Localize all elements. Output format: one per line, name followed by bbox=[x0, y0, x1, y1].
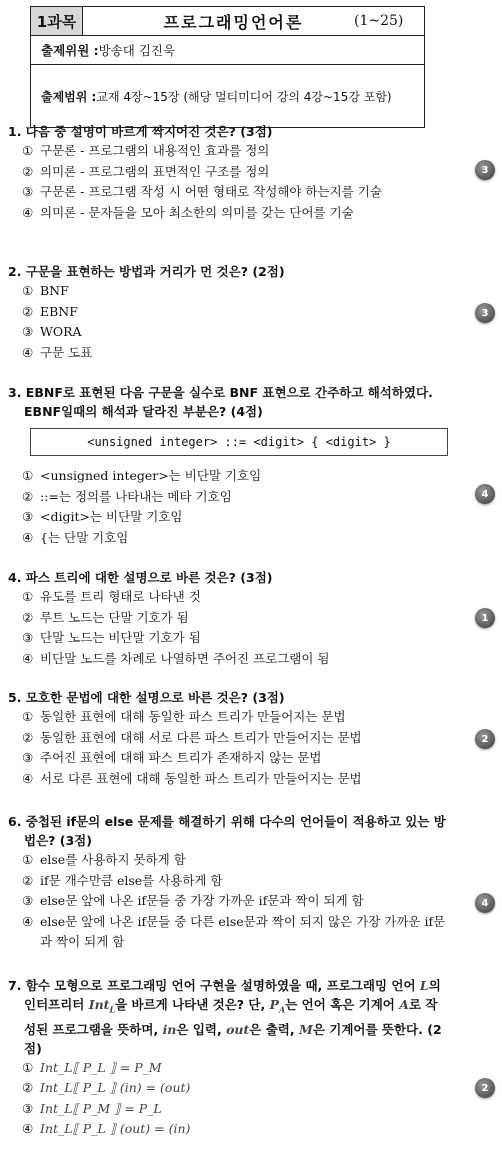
title-text: 는 언어 혹은 기계어 bbox=[285, 997, 400, 1012]
option-text: 단말 노드는 비단말 기호가 됨 bbox=[40, 630, 201, 645]
question-1 bbox=[8, 122, 448, 223]
option-mark: ③ bbox=[22, 324, 34, 339]
answer-badge: 3 bbox=[475, 160, 495, 180]
option-mark: ③ bbox=[22, 1100, 34, 1116]
option bbox=[8, 1078, 448, 1099]
answer-badge: 3 bbox=[475, 303, 495, 323]
question-title bbox=[8, 976, 448, 1058]
title-text: 은 입력, bbox=[176, 1021, 227, 1037]
math-sub: L bbox=[109, 1004, 116, 1015]
option bbox=[8, 728, 448, 749]
option-text: Int_L⟦ P_L ⟧ = P_M bbox=[40, 1059, 162, 1075]
option-text: 의미론 - 문자들을 모아 최소한의 의미를 갖는 단어를 기술 bbox=[40, 204, 354, 220]
question-title: 4. 파스 트리에 대한 설명으로 바른 것은? (3점) bbox=[8, 570, 273, 585]
scope-row bbox=[31, 65, 424, 127]
question-3 bbox=[8, 383, 448, 548]
option-text: 루트 노드는 단말 기호가 됨 bbox=[40, 609, 189, 625]
question-title: 3. EBNF로 표현된 다음 구문을 실수로 BNF 표현으로 간주하고 해석하였다. EBNF일때의 해석과 달라진 부분은? (4점) bbox=[8, 385, 433, 419]
header-title-row bbox=[31, 7, 424, 36]
answer-badge: 4 bbox=[475, 484, 495, 504]
option-text: Int_L⟦ P_L ⟧ (out) = (in) bbox=[40, 1121, 191, 1136]
option-mark: ② bbox=[22, 609, 34, 625]
option-mark: ④ bbox=[22, 1121, 34, 1136]
option-text: else를 사용하지 못하게 함 bbox=[40, 852, 186, 867]
option-text: 구문론 - 프로그램의 내용적인 효과를 정의 bbox=[40, 143, 270, 158]
option-mark: ② bbox=[22, 1080, 34, 1095]
math-sub: A bbox=[279, 1004, 286, 1015]
math-int-base: Int bbox=[88, 997, 110, 1012]
question-title: 5. 모호한 문법에 대한 설명으로 바른 것은? (3점) bbox=[8, 690, 285, 705]
scope-label: 출제범위 : bbox=[41, 89, 97, 104]
answer-badge: 2 bbox=[475, 729, 495, 749]
option-text: 동일한 표현에 대해 서로 다른 파스 트리가 만들어지는 문법 bbox=[40, 729, 362, 745]
option-text: {는 단말 기호임 bbox=[40, 529, 129, 545]
option-text: WORA bbox=[40, 324, 82, 339]
option-text: EBNF bbox=[40, 303, 78, 319]
option bbox=[8, 466, 448, 487]
option-text: 서로 다른 표현에 대해 동일한 파스 트리가 만들어지는 문법 bbox=[40, 770, 362, 786]
option bbox=[8, 608, 448, 629]
option bbox=[8, 141, 448, 162]
option-mark: ② bbox=[22, 729, 34, 745]
option-text: Int_L⟦ P_M ⟧ = P_L bbox=[40, 1100, 162, 1116]
question-title: 6. 중첩된 if문의 else 문제를 해결하기 위해 다수의 언어들이 적용하고 있는 방법은? (3점) bbox=[8, 814, 446, 848]
option-text: 유도를 트리 형태로 나타낸 것 bbox=[40, 589, 201, 604]
question-2 bbox=[8, 262, 448, 363]
option-mark: ② bbox=[22, 163, 34, 179]
option bbox=[8, 871, 448, 892]
math-L: L bbox=[419, 978, 429, 993]
option-mark: ① bbox=[22, 589, 34, 604]
option bbox=[8, 203, 448, 224]
option bbox=[8, 769, 448, 790]
option-mark: ④ bbox=[22, 529, 34, 545]
question-4 bbox=[8, 568, 448, 669]
option-text: Int_L⟦ P_L ⟧ (in) = (out) bbox=[40, 1080, 191, 1095]
option-text: 주어진 표현에 대해 파스 트리가 존재하지 않는 문법 bbox=[40, 750, 322, 765]
option bbox=[8, 628, 448, 649]
title-text: 의 인터프리터 bbox=[24, 978, 441, 1012]
option-mark: ③ bbox=[22, 509, 34, 524]
option-mark: ④ bbox=[22, 204, 34, 220]
option-text: if문 개수만큼 else를 사용하게 함 bbox=[40, 872, 223, 888]
option-mark: ① bbox=[22, 283, 34, 298]
option-mark: ④ bbox=[22, 650, 34, 666]
question-title: 2. 구문을 표현하는 방법과 거리가 먼 것은? (2점) bbox=[8, 264, 285, 279]
option-mark: ② bbox=[22, 488, 34, 504]
math-in: in bbox=[162, 1021, 177, 1037]
option bbox=[8, 302, 448, 323]
option bbox=[8, 528, 448, 549]
option bbox=[8, 343, 448, 364]
option-mark: ③ bbox=[22, 184, 34, 199]
author-name: 방송대 김진욱 bbox=[98, 43, 176, 58]
math-p: P bbox=[269, 997, 279, 1012]
option-text: 의미론 - 프로그램의 표면적인 구조를 정의 bbox=[40, 163, 270, 179]
option-mark: ④ bbox=[22, 770, 34, 786]
question-5 bbox=[8, 688, 448, 789]
scope-text: 교재 4장~15장 (해당 멀티미디어 강의 4강~15강 포함) bbox=[96, 89, 392, 104]
option bbox=[8, 587, 448, 608]
option bbox=[8, 487, 448, 508]
option-mark: ① bbox=[22, 468, 34, 483]
option-mark: ① bbox=[22, 852, 34, 867]
math-pa bbox=[269, 997, 286, 1015]
option bbox=[8, 182, 448, 203]
option bbox=[8, 912, 448, 953]
title-text: 은 기계어를 뜻한다. (2점) bbox=[24, 1021, 442, 1056]
option bbox=[8, 162, 448, 183]
option bbox=[8, 891, 448, 912]
option-mark: ③ bbox=[22, 893, 34, 908]
question-title: 1. 다음 중 설명이 바르게 짝지어진 것은? (3점) bbox=[8, 124, 273, 139]
option-text: BNF bbox=[40, 283, 69, 298]
course-title: 프로그래밍언어론 bbox=[163, 12, 304, 32]
author-row bbox=[31, 36, 424, 65]
option bbox=[8, 1119, 448, 1140]
question-7 bbox=[8, 976, 448, 1140]
option-mark: ① bbox=[22, 1059, 34, 1075]
question-range: (1~25) bbox=[354, 13, 404, 29]
answer-badge: 1 bbox=[475, 608, 495, 628]
option-mark: ③ bbox=[22, 630, 34, 645]
answer-badge: 2 bbox=[475, 1078, 495, 1098]
option-mark: ③ bbox=[22, 750, 34, 765]
option-mark: ② bbox=[22, 872, 34, 888]
option-text: <digit>는 비단말 기호임 bbox=[40, 509, 183, 524]
option-mark: ④ bbox=[22, 913, 34, 929]
option bbox=[8, 322, 448, 343]
math-M: M bbox=[298, 1021, 313, 1037]
option-mark: ① bbox=[22, 143, 34, 158]
option bbox=[8, 707, 448, 728]
option bbox=[8, 748, 448, 769]
title-text: 은 출력, bbox=[249, 1021, 299, 1037]
option-mark: ② bbox=[22, 303, 34, 319]
title-text: 을 바르게 나타낸 것은? 단, bbox=[115, 997, 270, 1012]
option-text: <unsigned integer>는 비단말 기호임 bbox=[40, 468, 262, 483]
option-text: 동일한 표현에 대해 동일한 파스 트리가 만들어지는 문법 bbox=[40, 709, 346, 724]
math-int bbox=[88, 997, 116, 1015]
option bbox=[8, 1099, 448, 1120]
option-text: else문 앞에 나온 if문들 중 다른 else문과 짝이 되지 않은 가장 가까운 if문과 짝이 되게 함 bbox=[40, 913, 446, 949]
math-out: out bbox=[226, 1021, 250, 1037]
option-text: 구문 도표 bbox=[40, 344, 93, 360]
answer-badge: 4 bbox=[475, 893, 495, 913]
title-text: 7. 함수 모형으로 프로그래밍 언어 구현을 설명하였을 때, 프로그래밍 언어 bbox=[8, 978, 420, 993]
option bbox=[8, 281, 448, 302]
option-text: ::=는 정의를 나타내는 메타 기호임 bbox=[40, 488, 232, 504]
question-6 bbox=[8, 812, 448, 953]
option-text: 비단말 노드를 차례로 나열하면 주어진 프로그램이 됨 bbox=[40, 650, 330, 666]
option bbox=[8, 850, 448, 871]
option bbox=[8, 1058, 448, 1079]
author-label: 출제위원 : bbox=[41, 43, 99, 58]
option-text: else문 앞에 나온 if문들 중 가장 가까운 if문과 짝이 되게 함 bbox=[40, 893, 364, 908]
option-mark: ④ bbox=[22, 344, 34, 360]
option-text: 구문론 - 프로그램 작성 시 어떤 형태로 작성해야 하는지를 기술 bbox=[40, 184, 382, 199]
option-mark: ① bbox=[22, 709, 34, 724]
exam-header bbox=[30, 6, 425, 128]
code-box: <unsigned integer> ::= <digit> { <digit> } bbox=[30, 428, 448, 456]
math-A: A bbox=[399, 997, 409, 1012]
option bbox=[8, 507, 448, 528]
option bbox=[8, 649, 448, 670]
course-number: 1과목 bbox=[31, 7, 83, 35]
title-text: 로 작성된 프로그램을 뜻하며, bbox=[24, 997, 438, 1037]
